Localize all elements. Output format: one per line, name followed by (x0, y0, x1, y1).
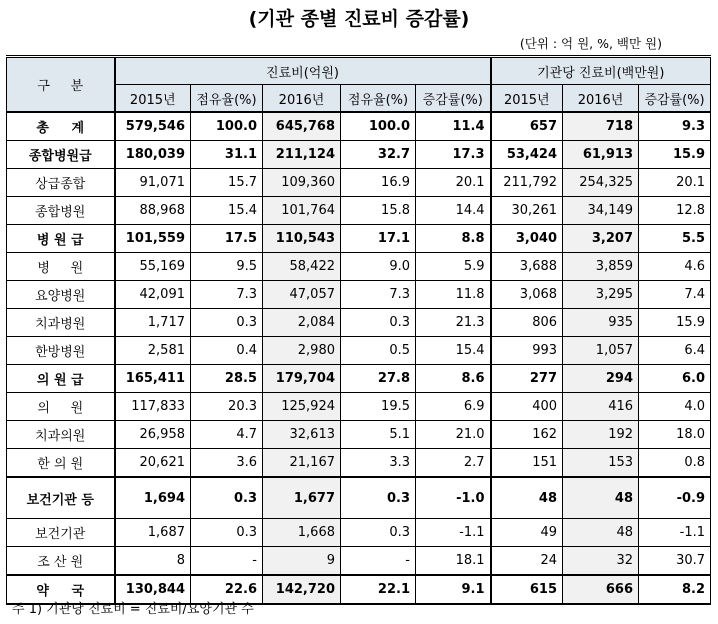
table-cell: 142,720 (263, 575, 341, 604)
table-cell: 18.0 (639, 421, 711, 449)
table-cell: 0.3 (191, 309, 263, 337)
table-cell: 11.4 (416, 112, 491, 141)
table-cell: 19.5 (341, 393, 416, 421)
table-cell: 9 (263, 547, 341, 576)
table-cell: 18.1 (416, 547, 491, 576)
table-cell: 0.5 (341, 337, 416, 365)
table-cell: 0.3 (341, 519, 416, 547)
table-cell: 15.8 (341, 197, 416, 225)
table-cell: 21.0 (416, 421, 491, 449)
table-cell: 28.5 (191, 365, 263, 393)
table-cell: 1,694 (115, 477, 191, 519)
table-cell: 15.9 (639, 141, 711, 169)
table-row (7, 253, 711, 281)
table-cell: 88,968 (115, 197, 191, 225)
table-cell: 42,091 (115, 281, 191, 309)
table-cell: 9.5 (191, 253, 263, 281)
table-cell: 615 (491, 575, 563, 604)
table-cell: 3,068 (491, 281, 563, 309)
expense-table (6, 55, 711, 605)
table-row (7, 112, 711, 141)
table-cell: 17.5 (191, 225, 263, 253)
table-cell: 130,844 (115, 575, 191, 604)
table-cell: 17.1 (341, 225, 416, 253)
table-cell: 1,668 (263, 519, 341, 547)
header-col: 증감률(%) (639, 85, 711, 113)
table-cell: 117,833 (115, 393, 191, 421)
table-row (7, 225, 711, 253)
header-col: 2015년 (115, 85, 191, 113)
row-label: 보건기관 등 (7, 477, 115, 519)
header-col: 2016년 (263, 85, 341, 113)
table-cell: 21.3 (416, 309, 491, 337)
table-cell: 32.7 (341, 141, 416, 169)
table-cell: 110,543 (263, 225, 341, 253)
table-cell: 20.1 (416, 169, 491, 197)
row-label: 상급종합 (7, 169, 115, 197)
table-cell: 2,980 (263, 337, 341, 365)
table-title: (기관 종별 진료비 증감률) (248, 8, 470, 30)
table-cell: 935 (563, 309, 639, 337)
table-row (7, 141, 711, 169)
footnote: 주 1) 기관당 진료비 = 진료비/요양기관 수 (12, 602, 254, 617)
table-row (7, 477, 711, 519)
table-cell: 666 (563, 575, 639, 604)
table-cell: -1.1 (639, 519, 711, 547)
table-cell: 101,764 (263, 197, 341, 225)
table-cell: 15.4 (416, 337, 491, 365)
table-cell: 9.1 (416, 575, 491, 604)
table-cell: 6.0 (639, 365, 711, 393)
table-cell: 14.4 (416, 197, 491, 225)
table-cell: 3.3 (341, 449, 416, 478)
table-cell: 26,958 (115, 421, 191, 449)
table-cell: 1,677 (263, 477, 341, 519)
table-cell: 579,546 (115, 112, 191, 141)
table-cell: 3,295 (563, 281, 639, 309)
table-cell: 1,687 (115, 519, 191, 547)
row-label: 약 국 (7, 575, 115, 604)
table-cell: 27.8 (341, 365, 416, 393)
table-cell: 58,422 (263, 253, 341, 281)
table-cell: 49 (491, 519, 563, 547)
table-row (7, 393, 711, 421)
table-cell: 0.3 (191, 477, 263, 519)
table-cell: 0.3 (341, 477, 416, 519)
table-cell: 11.8 (416, 281, 491, 309)
table-cell: 61,913 (563, 141, 639, 169)
table-cell: 16.9 (341, 169, 416, 197)
table-cell: 179,704 (263, 365, 341, 393)
table-cell: 718 (563, 112, 639, 141)
table-cell: - (341, 547, 416, 576)
table-cell: 15.7 (191, 169, 263, 197)
table-cell: - (191, 547, 263, 576)
table-cell: 1,057 (563, 337, 639, 365)
table-cell: 3.6 (191, 449, 263, 478)
header-col: 2015년 (491, 85, 563, 113)
table-cell: 3,207 (563, 225, 639, 253)
header-category: 구 분 (7, 57, 115, 113)
table-cell: 400 (491, 393, 563, 421)
table-cell: 31.1 (191, 141, 263, 169)
table-cell: 151 (491, 449, 563, 478)
table-cell: -1.1 (416, 519, 491, 547)
table-cell: 8.8 (416, 225, 491, 253)
table-row (7, 547, 711, 576)
table-cell: 47,057 (263, 281, 341, 309)
row-label: 한방병원 (7, 337, 115, 365)
table-cell: 294 (563, 365, 639, 393)
table-cell: 254,325 (563, 169, 639, 197)
table-cell: 2,084 (263, 309, 341, 337)
row-label: 의 원 (7, 393, 115, 421)
header-row-group (7, 57, 711, 85)
table-cell: 3,688 (491, 253, 563, 281)
table-cell: 9.3 (639, 112, 711, 141)
table-cell: 12.8 (639, 197, 711, 225)
table-cell: 17.3 (416, 141, 491, 169)
table-cell: 15.4 (191, 197, 263, 225)
table-cell: 211,124 (263, 141, 341, 169)
table-cell: 180,039 (115, 141, 191, 169)
table-cell: 7.3 (191, 281, 263, 309)
table-cell: 22.1 (341, 575, 416, 604)
table-cell: 8.2 (639, 575, 711, 604)
table-cell: 48 (491, 477, 563, 519)
table-cell: 101,559 (115, 225, 191, 253)
table-cell: 125,924 (263, 393, 341, 421)
table-cell: 645,768 (263, 112, 341, 141)
table-cell: 53,424 (491, 141, 563, 169)
row-label: 치과병원 (7, 309, 115, 337)
table-cell: -1.0 (416, 477, 491, 519)
header-group-per-institution: 기관당 진료비(백만원) (491, 57, 711, 85)
table-cell: 211,792 (491, 169, 563, 197)
table-cell: 109,360 (263, 169, 341, 197)
table-cell: 3,040 (491, 225, 563, 253)
table-cell: 657 (491, 112, 563, 141)
table-cell: 22.6 (191, 575, 263, 604)
row-label: 병 원 (7, 253, 115, 281)
table-cell: 34,149 (563, 197, 639, 225)
table-cell: 2,581 (115, 337, 191, 365)
row-label: 조 산 원 (7, 547, 115, 576)
table-cell: 3,859 (563, 253, 639, 281)
table-body (7, 112, 711, 604)
table-cell: 48 (563, 477, 639, 519)
table-row (7, 197, 711, 225)
table-cell: 20.1 (639, 169, 711, 197)
row-label: 병 원 급 (7, 225, 115, 253)
table-cell: 55,169 (115, 253, 191, 281)
table-cell: 192 (563, 421, 639, 449)
table-row (7, 365, 711, 393)
table-cell: 1,717 (115, 309, 191, 337)
table-cell: 30,261 (491, 197, 563, 225)
table-cell: 993 (491, 337, 563, 365)
row-label: 요양병원 (7, 281, 115, 309)
table-cell: 100.0 (341, 112, 416, 141)
header-col: 2016년 (563, 85, 639, 113)
header-group-expense: 진료비(억원) (115, 57, 491, 85)
table-cell: 0.4 (191, 337, 263, 365)
table-cell: 20,621 (115, 449, 191, 478)
row-label: 한 의 원 (7, 449, 115, 478)
table-cell: 32,613 (263, 421, 341, 449)
table-cell: 15.9 (639, 309, 711, 337)
table-row (7, 421, 711, 449)
table-row (7, 169, 711, 197)
table-cell: 165,411 (115, 365, 191, 393)
table-cell: 153 (563, 449, 639, 478)
table-cell: 0.3 (191, 519, 263, 547)
table-cell: 0.8 (639, 449, 711, 478)
row-label: 보건기관 (7, 519, 115, 547)
table-cell: 277 (491, 365, 563, 393)
header-col: 증감률(%) (416, 85, 491, 113)
table-cell: 8.6 (416, 365, 491, 393)
table-cell: 7.4 (639, 281, 711, 309)
table-cell: 9.0 (341, 253, 416, 281)
table-row (7, 309, 711, 337)
table-cell: 7.3 (341, 281, 416, 309)
table-row (7, 519, 711, 547)
table-cell: 30.7 (639, 547, 711, 576)
row-label: 종합병원 (7, 197, 115, 225)
table-cell: 20.3 (191, 393, 263, 421)
table-cell: 4.0 (639, 393, 711, 421)
row-label: 의 원 급 (7, 365, 115, 393)
table-cell: 2.7 (416, 449, 491, 478)
table-row (7, 281, 711, 309)
table-cell: 8 (115, 547, 191, 576)
table-cell: 32 (563, 547, 639, 576)
table-cell: 91,071 (115, 169, 191, 197)
table-cell: 5.1 (341, 421, 416, 449)
table-cell: 48 (563, 519, 639, 547)
table-row (7, 449, 711, 478)
table-cell: 5.9 (416, 253, 491, 281)
header-col: 점유율(%) (191, 85, 263, 113)
table-cell: 806 (491, 309, 563, 337)
table-cell: 4.7 (191, 421, 263, 449)
table-cell: 162 (491, 421, 563, 449)
unit-note: (단위 : 억 원, %, 백만 원) (519, 36, 662, 51)
row-label: 치과의원 (7, 421, 115, 449)
table-cell: 0.3 (341, 309, 416, 337)
table-cell: 24 (491, 547, 563, 576)
table-row (7, 337, 711, 365)
row-label: 총 계 (7, 112, 115, 141)
table-cell: 5.5 (639, 225, 711, 253)
table-cell: 416 (563, 393, 639, 421)
row-label: 종합병원급 (7, 141, 115, 169)
table-cell: 6.9 (416, 393, 491, 421)
table-cell: 100.0 (191, 112, 263, 141)
table-cell: -0.9 (639, 477, 711, 519)
table-cell: 21,167 (263, 449, 341, 478)
table-cell: 4.6 (639, 253, 711, 281)
table-cell: 6.4 (639, 337, 711, 365)
header-col: 점유율(%) (341, 85, 416, 113)
